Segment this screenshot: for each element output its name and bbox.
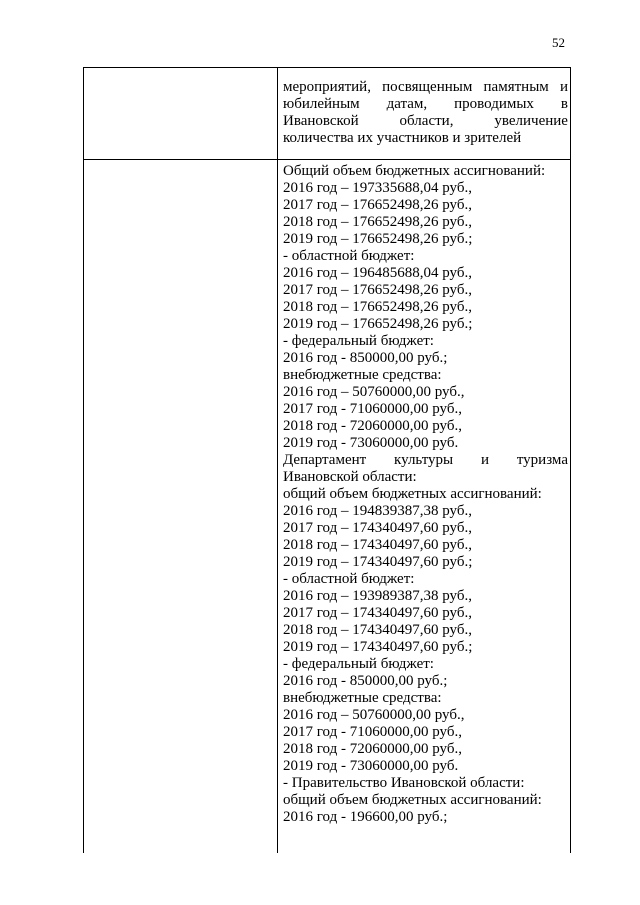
text-line: 2019 год - 73060000,00 руб. bbox=[283, 435, 459, 451]
text-line: 2018 год – 174340497,60 руб., bbox=[283, 537, 472, 553]
text-line: 2016 год – 197335688,04 руб., bbox=[283, 180, 472, 196]
right-cell-description bbox=[278, 68, 571, 160]
text-line: внебюджетные средства: bbox=[283, 690, 442, 706]
text-line: - федеральный бюджет: bbox=[283, 333, 434, 349]
text-line: 2018 год – 174340497,60 руб., bbox=[283, 622, 472, 638]
text-line: общий объем бюджетных ассигнований: bbox=[283, 792, 542, 808]
text-line: 2019 год – 176652498,26 руб.; bbox=[283, 231, 473, 247]
text-line: 2017 год – 176652498,26 руб., bbox=[283, 197, 472, 213]
text-line: 2017 год – 176652498,26 руб., bbox=[283, 282, 472, 298]
text-line: 2016 год – 194839387,38 руб., bbox=[283, 503, 472, 519]
text-line bbox=[283, 79, 568, 96]
text-word: юбилейным bbox=[283, 96, 360, 112]
text-word: Ивановской bbox=[283, 113, 359, 129]
text-line bbox=[283, 130, 568, 147]
text-line: 2017 год - 71060000,00 руб., bbox=[283, 724, 462, 740]
text-word: проводимых bbox=[454, 96, 534, 112]
page-number: 52 bbox=[552, 35, 565, 50]
text-line: общий объем бюджетных ассигнований: bbox=[283, 486, 542, 502]
text-word: области, bbox=[399, 113, 454, 129]
text-line: 2019 год – 174340497,60 руб.; bbox=[283, 554, 473, 570]
text-block bbox=[283, 79, 568, 147]
text-word: мероприятий, bbox=[283, 79, 371, 95]
text-line: 2016 год - 196600,00 руб.; bbox=[283, 809, 448, 825]
text-word: и bbox=[480, 452, 489, 468]
text-line: 2019 год – 176652498,26 руб.; bbox=[283, 316, 473, 332]
text-line: - областной бюджет: bbox=[283, 571, 415, 587]
text-block bbox=[283, 163, 568, 826]
text-line: 2017 год – 174340497,60 руб., bbox=[283, 605, 472, 621]
text-word: культуры bbox=[394, 452, 454, 468]
text-line: 2019 год - 73060000,00 руб. bbox=[283, 758, 459, 774]
text-word: количества их участников и зрителей bbox=[283, 130, 522, 146]
text-line: 2017 год – 174340497,60 руб., bbox=[283, 520, 472, 536]
text-word: датам, bbox=[386, 96, 428, 112]
text-line bbox=[283, 96, 568, 113]
content-table bbox=[83, 67, 571, 853]
text-line: 2016 год – 50760000,00 руб., bbox=[283, 707, 465, 723]
text-line: 2016 год - 850000,00 руб.; bbox=[283, 350, 448, 366]
text-line: Общий объем бюджетных ассигнований: bbox=[283, 163, 546, 179]
text-line: - областной бюджет: bbox=[283, 248, 415, 264]
text-word: и bbox=[559, 79, 568, 95]
text-line: - федеральный бюджет: bbox=[283, 656, 434, 672]
text-line: 2018 год – 176652498,26 руб., bbox=[283, 299, 472, 315]
text-word: Департамент bbox=[283, 452, 367, 468]
text-word: туризма bbox=[516, 452, 568, 468]
left-cell-empty bbox=[84, 68, 278, 160]
table-row bbox=[84, 160, 571, 854]
text-line: 2018 год - 72060000,00 руб., bbox=[283, 418, 462, 434]
text-word: в bbox=[560, 96, 568, 112]
text-word: памятным bbox=[483, 79, 549, 95]
right-cell-budget bbox=[278, 160, 571, 854]
text-line: 2019 год – 174340497,60 руб.; bbox=[283, 639, 473, 655]
text-line: Ивановской области: bbox=[283, 469, 417, 485]
text-line bbox=[283, 452, 568, 469]
text-line: 2018 год – 176652498,26 руб., bbox=[283, 214, 472, 230]
text-line: внебюджетные средства: bbox=[283, 367, 442, 383]
text-word: посвященным bbox=[382, 79, 473, 95]
text-line: 2016 год – 193989387,38 руб., bbox=[283, 588, 472, 604]
text-line bbox=[283, 113, 568, 130]
text-line: 2016 год - 850000,00 руб.; bbox=[283, 673, 448, 689]
text-line: 2017 год - 71060000,00 руб., bbox=[283, 401, 462, 417]
table-row bbox=[84, 68, 571, 160]
text-line: - Правительство Ивановской области: bbox=[283, 775, 525, 791]
text-line: 2018 год - 72060000,00 руб., bbox=[283, 741, 462, 757]
text-line: 2016 год – 50760000,00 руб., bbox=[283, 384, 465, 400]
text-word: увеличение bbox=[494, 113, 568, 129]
text-line: 2016 год – 196485688,04 руб., bbox=[283, 265, 472, 281]
left-cell-empty bbox=[84, 160, 278, 854]
